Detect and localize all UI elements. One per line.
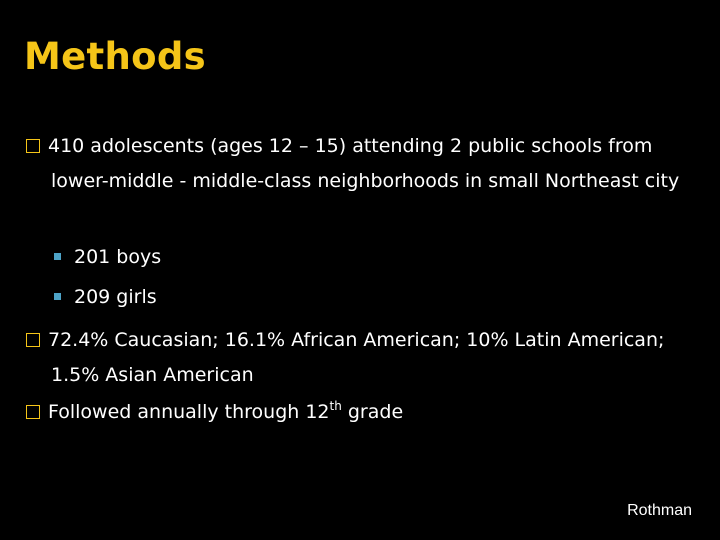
title-band <box>0 0 720 112</box>
ordinal-suffix: th <box>329 399 342 413</box>
bullet-3-text-start: Followed annually through 12 <box>48 401 330 423</box>
bullet-3 <box>26 395 686 430</box>
square-bullet-icon <box>54 253 61 260</box>
bullet-2 <box>26 323 691 393</box>
sub-bullet-2 <box>54 282 157 312</box>
footer-author: Rothman <box>627 502 692 519</box>
checkbox-bullet-icon <box>26 139 40 153</box>
bullet-3-text-end: grade <box>341 401 404 423</box>
bullet-1 <box>26 129 686 199</box>
sub-bullet-2-text: 209 girls <box>74 286 157 308</box>
sub-bullet-1-text: 201 boys <box>74 246 162 268</box>
square-bullet-icon <box>54 293 61 300</box>
sub-bullet-1 <box>54 242 161 272</box>
bullet-1-text: 410 adolescents (ages 12 – 15) attending 2 public schools from lower-middle - middle-class neighborhoods in small Northeast city <box>48 135 680 192</box>
slide-title: Methods <box>24 35 206 78</box>
checkbox-bullet-icon <box>26 405 40 419</box>
checkbox-bullet-icon <box>26 333 40 347</box>
bullet-2-text: 72.4% Caucasian; 16.1% African American; 10% Latin American; 1.5% Asian American <box>48 329 665 386</box>
